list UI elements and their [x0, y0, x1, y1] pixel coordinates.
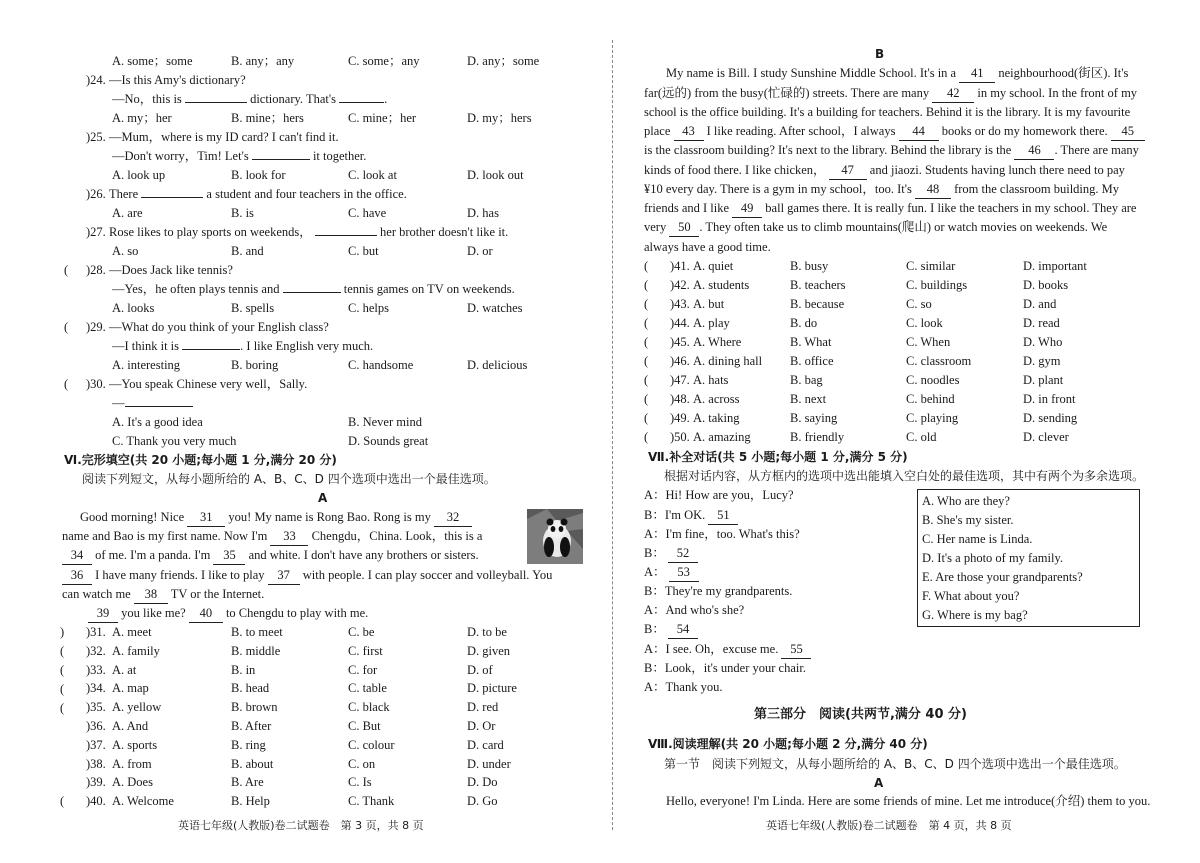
option-d[interactable]: D. in front [1023, 392, 1076, 406]
cloze-blank[interactable]: 49 [732, 200, 762, 218]
left-page: A. some；some B. any；any C. some；any D. any；some )24. —Is this Amy's dictionary? —No，this is dictionary. That's . A. my；her B. mine；hers C. mine；her D. my；hers )25. —Mum，where is my ID card? I can't find it. —Don't worry，Tim! Let's it together. A. look up B. look for C. look at D. look out )26. There a student and four teachers in the office. A. are B. is C. have D. has )27. Rose likes to play sports on weekends， her brother doesn't like it. A. so B. and C. but D. or ( )28. —Does Jack like tennis? —Yes，he often plays tennis and tennis games on TV on weekends. A. looks B. spells C. helps D. watches ( )29. —What do you think of your English class? —I think it is . I like English very much. A. interesting B. boring C. handsome D. delicious ( )30. —You speak Chinese very well，Sally. — A. It's a good idea B. Never mind C. Thank you very much D. Sounds great Ⅵ.完形填空(共 20 小题;每小题 1 分,满分 20 分) 阅读下列短文，从每小题所给的 A、B、C、D 四个选项中选出一个最佳选项。 A Good morning! Nice 31 you! My name is Rong Bao. Rong is my 32 name and Bao is my first name. Now I'm 33 Chengdu，China. Look，this is a 34 of me. I'm a panda. I'm 35 and white. I don't have any brothers or sisters. 36 I have many friends. I like to play 37 with people. I can play soccer and volleyball. You can watch me 38 TV or the Internet. 39 you like me? 40 to Chengdu to play with me. ) ( ( ( ( ( )31. A. meet B. to meet C. be D. to be )32. A. family B. middle C. first D. given )33. A. at B. in C. for D. of )34. A. map B. head C. table D. picture )35. A. yellow B. brown C. black D. red )36. A. And B. After C. But D. Or )37. A. sports B. ring C. colour D. card )38. A. from B. about C. on D. under )39. A. Does B. Are C. Is D. Do )40. A. Welcome B. Help C. Thank D. Go 英语七年级(人教版)卷二试题卷 第 3 页，共 8 页 [0, 0, 600, 863]
dialogue-blank[interactable]: 52 [668, 545, 698, 563]
cloze-blank[interactable]: 46 [1014, 142, 1054, 160]
option-b[interactable]: B. middle [231, 643, 281, 658]
option-d[interactable]: D. read [1023, 316, 1060, 330]
option-a[interactable]: A. from [112, 756, 152, 771]
option-c[interactable]: C. But [348, 719, 381, 733]
option-a[interactable]: A. interesting [112, 358, 181, 372]
option-a[interactable]: A. meet [112, 625, 152, 639]
answer-bracket[interactable]: ( [644, 335, 649, 349]
box-option[interactable]: A. Who are they? [922, 494, 1010, 508]
box-option[interactable]: G. Where is my bag? [922, 608, 1028, 622]
option-c[interactable]: C. black [348, 700, 390, 715]
answer-bracket[interactable]: ( [644, 354, 649, 368]
passage-line: Hello, everyone! I'm Linda. Here are some friends of mine. Let me introduce(介绍) them to you. [666, 794, 1151, 808]
option-b[interactable]: B. What [790, 335, 832, 349]
dialogue-line: A：Thank you. [644, 680, 723, 694]
option-d[interactable]: D. clever [1023, 430, 1069, 444]
answer-bracket[interactable]: ( [644, 430, 649, 444]
option-a[interactable]: A. look up [112, 168, 166, 182]
option-d[interactable]: D. plant [1023, 373, 1064, 387]
section-title: Ⅵ.完形填空(共 20 小题;每小题 1 分,满分 20 分) [64, 453, 337, 467]
question-text: —I think it is . I like English very much. [112, 339, 374, 353]
box-option[interactable]: D. It's a photo of my family. [922, 551, 1064, 565]
question-number: )26. [86, 187, 106, 201]
passage-line: 39 you like me? 40 to Chengdu to play with me. [88, 605, 368, 623]
passage-line: friends and I like 49 ball games there. It is really fun. I like the teachers in my school. They are [644, 200, 1136, 218]
option-d[interactable]: D. given [467, 643, 511, 658]
cloze-blank[interactable]: 42 [932, 85, 974, 103]
option-c[interactable]: C. look [906, 316, 943, 330]
passage-line: school is the office building. It's a building for teachers. Behind it is the library. It is my favourite [644, 105, 1131, 119]
option-c[interactable]: C. for [348, 662, 378, 677]
question-number: )27. [86, 225, 106, 239]
option-c[interactable]: C. helps [348, 301, 389, 315]
question-number: )39. [86, 775, 106, 790]
option-a[interactable]: A. some；some [112, 54, 193, 68]
dialogue-line: A：I'm fine，too. What's this? [644, 527, 800, 541]
option-c[interactable]: C. some；any [348, 54, 420, 68]
option-d[interactable]: D. of [467, 662, 493, 677]
option-c[interactable]: C. When [906, 335, 951, 349]
question-number: )32. [86, 643, 106, 658]
question-text: —Does Jack like tennis? [109, 263, 233, 277]
option-a[interactable]: A. looks [112, 301, 155, 315]
option-b[interactable]: B. teachers [790, 278, 846, 292]
option-d[interactable]: D. sending [1023, 411, 1078, 425]
section-instruction: 阅读下列短文，从每小题所给的 A、B、C、D 四个选项中选出一个最佳选项。 [82, 472, 496, 486]
option-c[interactable]: C. have [348, 206, 387, 220]
passage-line: 34 of me. I'm a panda. I'm 35 and white. I don't have any brothers or sisters. [62, 547, 479, 565]
option-d[interactable]: D. and [1023, 297, 1057, 311]
dialogue-blank[interactable]: 54 [668, 621, 698, 639]
question-number: )42. [670, 278, 690, 292]
question-number: )48. [670, 392, 690, 406]
cloze-blank[interactable]: 39 [88, 605, 118, 623]
option-c[interactable]: C. buildings [906, 278, 968, 292]
option-c[interactable]: C. behind [906, 392, 955, 406]
option-d[interactable]: D. Do [467, 775, 498, 790]
cloze-blank[interactable]: 50 [669, 219, 699, 237]
box-option[interactable]: E. Are those your grandparents? [922, 570, 1083, 584]
option-b[interactable]: B. friendly [790, 430, 845, 444]
option-c[interactable]: C. but [348, 244, 379, 258]
option-c[interactable]: C. Is [348, 775, 372, 790]
option-b[interactable]: B. next [790, 392, 827, 406]
cloze-blank[interactable]: 45 [1111, 123, 1145, 141]
question-number: )36. [86, 719, 106, 733]
option-a[interactable]: A. quiet [693, 259, 734, 273]
section-title: Ⅷ.阅读理解(共 20 小题;每小题 2 分,满分 40 分) [648, 737, 928, 751]
passage-line: very 50 . They often take us to climb mountains(爬山) or watch movies on weekends. We [644, 219, 1107, 237]
option-a[interactable]: A. across [693, 392, 740, 406]
answer-bracket[interactable]: ( [644, 411, 649, 425]
passage-line: far(远的) from the busy(忙碌的) streets. There are many 42 in my school. In the front of my [644, 85, 1137, 103]
option-a[interactable]: A. Does [112, 775, 153, 790]
option-a[interactable]: A. taking [693, 411, 740, 425]
passage-label: B [875, 47, 885, 61]
option-a[interactable]: A. dining hall [693, 354, 763, 368]
answer-bracket[interactable]: ( [644, 392, 649, 406]
question-number: )34. [86, 681, 106, 696]
question-number: )29. [86, 320, 106, 334]
answer-bracket[interactable]: ( [644, 278, 649, 292]
option-c[interactable]: C. colour [348, 737, 395, 752]
question-text: —You speak Chinese very well，Sally. [109, 377, 308, 391]
dialogue-line: A：Hi! How are you，Lucy? [644, 488, 794, 502]
page-footer: 英语七年级(人教版)卷二试题卷 第 4 页，共 8 页 [766, 819, 1012, 832]
option-a[interactable]: A. sports [112, 737, 158, 752]
question-text: —Yes，he often plays tennis and tennis games on TV on weekends. [112, 282, 515, 296]
option-a[interactable]: A. map [112, 681, 149, 696]
answer-blank[interactable] [252, 159, 310, 160]
option-a[interactable]: A. amazing [693, 430, 751, 444]
option-c[interactable]: C. look at [348, 168, 397, 182]
part-title: 第三部分 阅读(共两节,满分 40 分) [754, 707, 967, 722]
cloze-blank[interactable]: 31 [187, 509, 225, 527]
dialogue-blank[interactable]: 55 [781, 641, 811, 659]
dialogue-line: B： 52 [644, 545, 698, 563]
option-c[interactable]: C. noodles [906, 373, 960, 387]
answer-bracket[interactable]: ( [644, 316, 649, 330]
option-c[interactable]: C. Thank you very much [112, 434, 237, 448]
option-b[interactable]: B. ring [231, 737, 266, 752]
page-footer: 英语七年级(人教版)卷二试题卷 第 3 页，共 8 页 [178, 819, 424, 832]
option-d[interactable]: D. my；hers [467, 111, 532, 125]
option-a[interactable]: A. play [693, 316, 730, 330]
cloze-blank[interactable]: 40 [189, 605, 223, 623]
question-number: )44. [670, 316, 690, 330]
option-d[interactable]: D. books [1023, 278, 1069, 292]
option-b[interactable]: B. brown [231, 700, 278, 715]
passage-line: name and Bao is my first name. Now I'm 33 Chengdu，China. Look，this is a [62, 528, 482, 546]
option-d[interactable]: D. picture [467, 681, 517, 696]
option-b[interactable]: B. in [231, 662, 256, 677]
box-option[interactable]: F. What about you? [922, 589, 1020, 603]
box-option[interactable]: C. Her name is Linda. [922, 532, 1033, 546]
option-d[interactable]: D. Go [467, 794, 498, 809]
dialogue-line: B：They're my grandparents. [644, 584, 793, 598]
question-number: )31. [86, 625, 106, 639]
dialogue-blank[interactable]: 51 [708, 507, 738, 525]
panda-photo [527, 509, 583, 564]
dialogue-line: A：I see. Oh，excuse me. 55 [644, 641, 811, 659]
option-c[interactable]: C. be [348, 625, 375, 639]
option-b[interactable]: B. boring [231, 358, 279, 372]
question-number: )30. [86, 377, 106, 391]
answer-blank[interactable] [339, 102, 384, 103]
passage-line: Good morning! Nice 31 you! My name is Rong Bao. Rong is my 32 [80, 509, 472, 527]
answer-blank[interactable] [283, 292, 341, 293]
dialogue-line: B：I'm OK. 51 [644, 507, 738, 525]
question-text: —Mum，where is my ID card? I can't find it. [109, 130, 339, 144]
option-d[interactable]: D. look out [467, 168, 524, 182]
question-number: )50. [670, 430, 690, 444]
answer-blank[interactable] [185, 102, 247, 103]
option-d[interactable]: D. important [1023, 259, 1087, 273]
passage-label: A [874, 776, 884, 790]
dialogue-line: B：Look，it's under your chair. [644, 661, 806, 675]
question-text: —What do you think of your English class? [109, 320, 329, 334]
question-text: —Is this Amy's dictionary? [109, 73, 246, 87]
question-number: )25. [86, 130, 106, 144]
option-d[interactable]: D. card [467, 737, 504, 752]
option-d[interactable]: D. has [467, 206, 499, 220]
question-number: )24. [86, 73, 106, 87]
option-b[interactable]: B. look for [231, 168, 286, 182]
option-b[interactable]: B. because [790, 297, 845, 311]
option-c[interactable]: C. table [348, 681, 387, 696]
option-a[interactable]: A. so [112, 244, 139, 258]
option-c[interactable]: C. Thank [348, 794, 395, 809]
option-c[interactable]: C. on [348, 756, 376, 771]
question-number: )28. [86, 263, 106, 277]
option-d[interactable]: D. delicious [467, 358, 528, 372]
dialogue-line: A：And who's she? [644, 603, 745, 617]
answer-bracket[interactable]: ( [644, 373, 649, 387]
option-b[interactable]: B. about [231, 756, 274, 771]
option-d[interactable]: D. under [467, 756, 511, 771]
passage-line: always have a good time. [644, 240, 771, 254]
section-instruction: 根据对话内容，从方框内的选项中选出能填入空白处的最佳选项，其中有两个为多余选项。 [664, 469, 1145, 483]
question-number: )46. [670, 354, 690, 368]
passage-line: kinds of food there. I like chicken， 47 and jiaozi. Students having lunch there need to pay [644, 162, 1125, 180]
option-b[interactable]: B. Help [231, 794, 270, 809]
passage-line: can watch me 38 TV or the Internet. [62, 586, 264, 604]
option-d[interactable]: D. any；some [467, 54, 540, 68]
answer-blank[interactable] [141, 197, 203, 198]
question-number: )40. [86, 794, 106, 809]
passage-line: is the classroom building? It's next to the library. Behind the library is the 46 . There are many [644, 142, 1139, 160]
box-option[interactable]: B. She's my sister. [922, 513, 1014, 527]
option-d[interactable]: D. watches [467, 301, 523, 315]
option-a[interactable]: A. yellow [112, 700, 162, 715]
answer-bracket[interactable]: ( [644, 297, 649, 311]
question-number: )41. [670, 259, 690, 273]
option-a[interactable]: A. are [112, 206, 143, 220]
option-d[interactable]: D. or [467, 244, 493, 258]
section-instruction: 第一节 阅读下列短文，从每小题所给的 A、B、C、D 四个选项中选出一个最佳选项。 [664, 757, 1126, 771]
section-title: Ⅶ.补全对话(共 5 小题;每小题 1 分,满分 5 分) [648, 450, 908, 464]
question-number: )45. [670, 335, 690, 349]
option-a[interactable]: A. at [112, 662, 137, 677]
cloze-blank[interactable]: 41 [959, 65, 995, 83]
option-b[interactable]: B. any；any [231, 54, 295, 68]
answer-bracket[interactable]: ( [644, 259, 649, 273]
question-text: —Don't worry，Tim! Let's it together. [112, 149, 367, 163]
option-c[interactable]: C. old [906, 430, 937, 444]
option-b[interactable]: B. office [790, 354, 834, 368]
option-b[interactable]: B. head [231, 681, 270, 696]
question-number: )43. [670, 297, 690, 311]
option-a[interactable]: A. And [112, 719, 149, 733]
cloze-blank[interactable]: 35 [213, 547, 245, 565]
cloze-blank[interactable]: 34 [62, 547, 92, 565]
option-c[interactable]: C. handsome [348, 358, 414, 372]
cloze-blank[interactable]: 32 [434, 509, 472, 527]
question-text: —No，this is dictionary. That's . [112, 92, 388, 106]
option-b[interactable]: B. mine；hers [231, 111, 304, 125]
option-b[interactable]: B. is [231, 206, 254, 220]
question-number: )38. [86, 756, 106, 771]
question-text: — [112, 395, 193, 412]
option-c[interactable]: C. classroom [906, 354, 972, 368]
option-a[interactable]: A. It's a good idea [112, 415, 203, 429]
option-b[interactable]: B. and [231, 244, 264, 258]
option-c[interactable]: C. first [348, 643, 383, 658]
option-a[interactable]: A. family [112, 643, 160, 658]
cloze-blank[interactable]: 48 [915, 181, 951, 199]
option-c[interactable]: C. similar [906, 259, 956, 273]
option-b[interactable]: B. bag [790, 373, 823, 387]
option-a[interactable]: A. but [693, 297, 725, 311]
option-d[interactable]: D. to be [467, 625, 507, 639]
option-b[interactable]: B. Never mind [348, 415, 422, 429]
passage-line: place 43 I like reading. After school，I always 44 books or do my homework there. 45 [644, 123, 1145, 141]
cloze-blank[interactable]: 33 [270, 528, 308, 546]
dialogue-line: A： 53 [644, 564, 699, 582]
option-b[interactable]: B. to meet [231, 625, 283, 639]
option-d[interactable]: D. Or [467, 719, 496, 733]
passage-line: 36 I have many friends. I like to play 37 with people. I can play soccer and volleyball. You [62, 567, 552, 585]
question-number: )37. [86, 737, 106, 752]
cloze-blank[interactable]: 47 [829, 162, 867, 180]
option-b[interactable]: B. Are [231, 775, 264, 790]
option-a[interactable]: A. students [693, 278, 750, 292]
option-b[interactable]: B. spells [231, 301, 275, 315]
option-a[interactable]: A. hats [693, 373, 729, 387]
passage-line: My name is Bill. I study Sunshine Middle School. It's in a 41 neighbourhood(街区). It's [666, 65, 1128, 83]
option-d[interactable]: D. Sounds great [348, 434, 429, 448]
dialogue-line: B： 54 [644, 621, 698, 639]
option-d[interactable]: D. Who [1023, 335, 1063, 349]
passage-line: ¥10 every day. There is a gym in my school，too. It's 48 from the classroom building. My [644, 181, 1119, 199]
option-c[interactable]: C. mine；her [348, 111, 417, 125]
option-a[interactable]: A. Where [693, 335, 742, 349]
answer-blank[interactable] [315, 235, 377, 236]
right-page [608, 0, 1200, 863]
option-a[interactable]: A. Welcome [112, 794, 174, 809]
dialogue-options-box [917, 489, 1140, 627]
cloze-blank[interactable]: 43 [674, 123, 704, 141]
option-d[interactable]: D. gym [1023, 354, 1061, 368]
question-number: )47. [670, 373, 690, 387]
cloze-blank[interactable]: 44 [899, 123, 939, 141]
option-d[interactable]: D. red [467, 700, 499, 715]
question-number: )33. [86, 662, 106, 677]
answer-blank[interactable] [125, 406, 193, 407]
option-b[interactable]: B. saying [790, 411, 838, 425]
option-c[interactable]: C. playing [906, 411, 959, 425]
question-number: )35. [86, 700, 106, 715]
question-text: Rose likes to play sports on weekends， her brother doesn't like it. [109, 225, 509, 239]
option-a[interactable]: A. my；her [112, 111, 172, 125]
option-c[interactable]: C. so [906, 297, 932, 311]
passage-label: A [318, 491, 328, 505]
answer-blank[interactable] [182, 349, 240, 350]
cloze-blank[interactable]: 37 [268, 567, 300, 585]
option-b[interactable]: B. After [231, 719, 272, 733]
option-b[interactable]: B. do [790, 316, 818, 330]
cloze-blank[interactable]: 38 [134, 586, 168, 604]
option-b[interactable]: B. busy [790, 259, 829, 273]
question-number: )49. [670, 411, 690, 425]
dialogue-blank[interactable]: 53 [669, 564, 699, 582]
question-text: There a student and four teachers in the office. [109, 187, 407, 201]
cloze-blank[interactable]: 36 [62, 567, 92, 585]
